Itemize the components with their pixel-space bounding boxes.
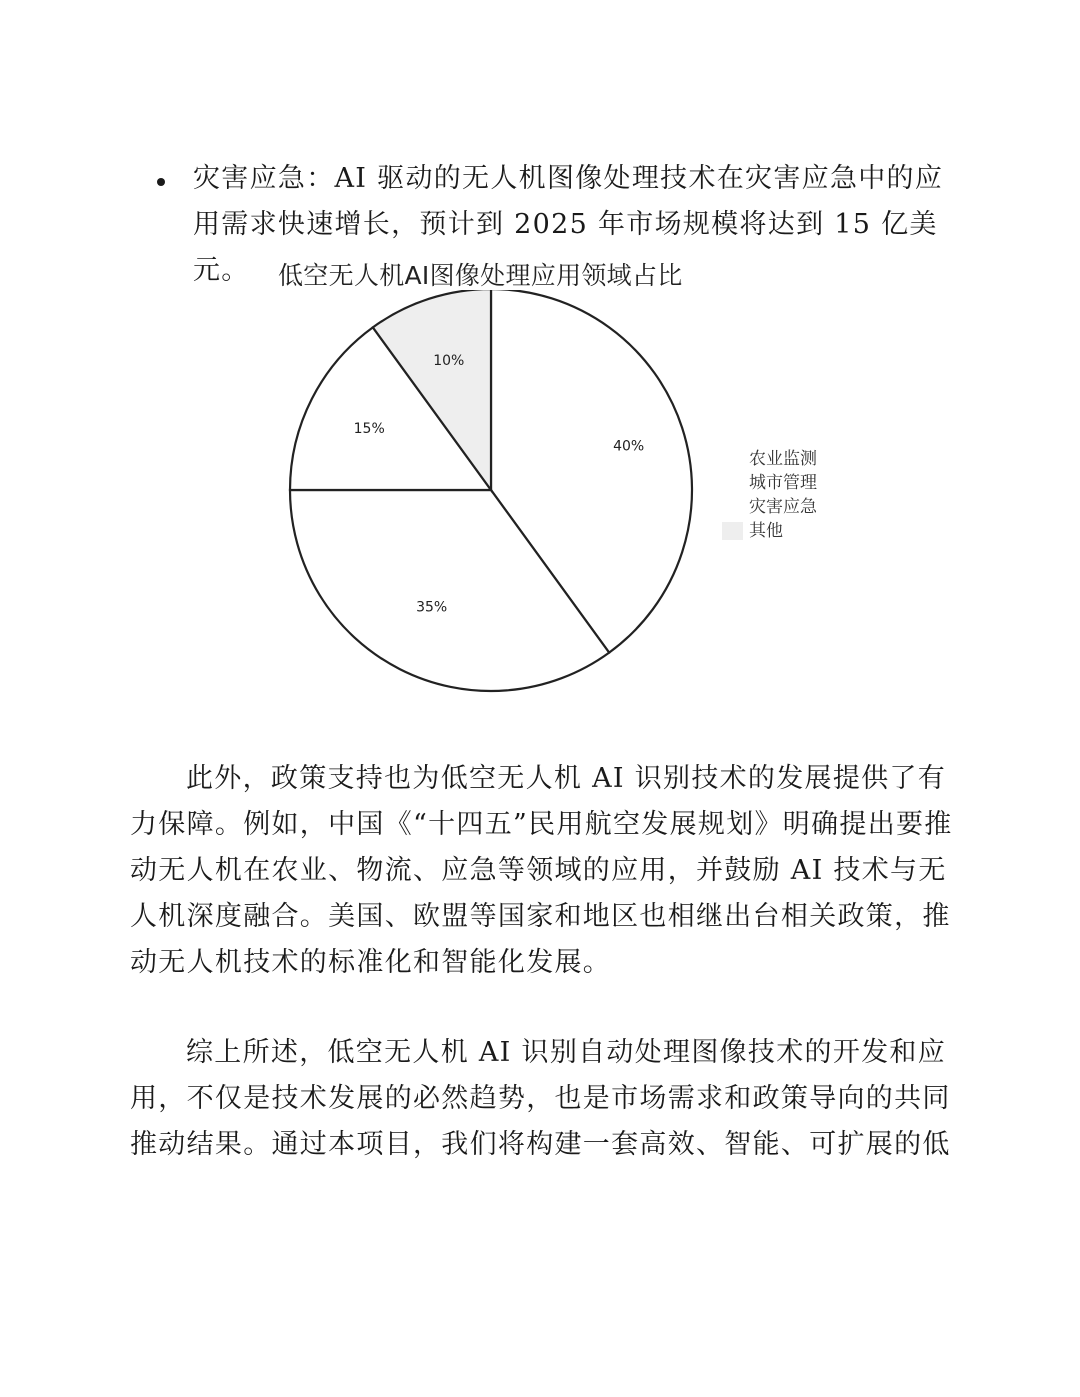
chart-title: 低空无人机AI图像处理应用领域占比 [278,261,683,290]
pie-label-1: 35% [416,599,448,616]
pie-label-0: 40% [613,438,645,455]
legend-label-2: 灾害应急 [749,497,817,517]
chart-legend [722,447,817,543]
legend-label-0: 农业监测 [749,449,817,469]
legend-item-0 [722,447,817,471]
bullet-dot-icon [157,178,165,186]
legend-swatch-2 [722,498,743,516]
legend-label-1: 城市管理 [749,473,817,493]
legend-swatch-3 [722,522,743,540]
pie-label-2: 15% [353,420,385,437]
legend-swatch-1 [722,474,743,492]
legend-item-3 [722,519,817,543]
pie-label-3: 10% [433,353,465,370]
paragraph-policy: 此外，政策支持也为低空无人机 AI 识别技术的发展提供了有力保障。例如，中国《“十四五”民用航空发展规划》明确提出要推动无人机在农业、物流、应急等领域的应用，并鼓励 AI 技术与无人机深度融合。美国、欧盟等国家和地区也相继出台相关政策，推动无人机技术的标准化和智能化发展。 [130,763,953,978]
legend-label-3: 其他 [749,521,783,541]
bullet-text: 灾害应急：AI 驱动的无人机图像处理技术在灾害应急中的应用需求快速增长，预计到 2025 年市场规模将达到 15 亿美元。 [193,163,944,286]
paragraph-summary: 综上所述，低空无人机 AI 识别自动处理图像技术的开发和应用，不仅是技术发展的必然趋势，也是市场需求和政策导向的共同推动结果。通过本项目，我们将构建一套高效、智能、可扩展的低 [130,1037,951,1160]
legend-item-1 [722,471,817,495]
legend-item-2 [722,495,817,519]
legend-swatch-0 [722,450,743,468]
pie-chart [280,290,700,710]
